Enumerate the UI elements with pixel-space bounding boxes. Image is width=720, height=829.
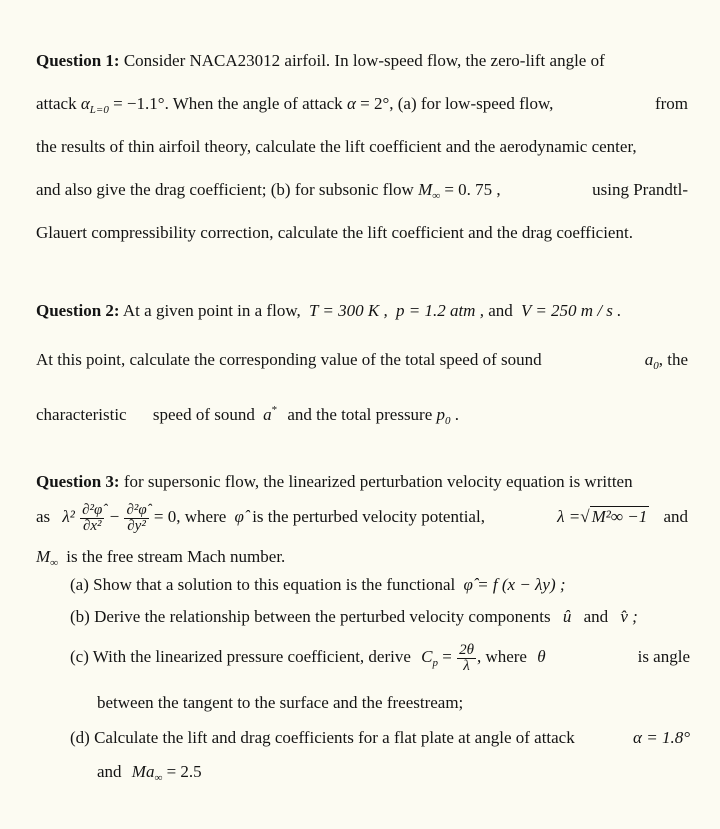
- q1-line-1: [36, 50, 688, 72]
- question-2-heading: Question 2:: [36, 301, 120, 320]
- q3-part-d: (d) Calculate the lift and drag coefficients for a flat plate at angle of attack α = 1.8°: [70, 728, 690, 747]
- q3-line-1: Question 3: for supersonic flow, the linearized perturbation velocity equation is written: [36, 472, 633, 491]
- q3-part-a: (a) Show that a solution to this equation is the functional φ̂ = f (x − λy) ;: [70, 575, 566, 594]
- question-1-heading: Question 1:: [36, 51, 120, 70]
- q3-part-c-continued: between the tangent to the surface and the freestream;: [97, 693, 464, 712]
- q3-part-c: (c) With the linearized pressure coefficient, derive $C_p$ = $\frac{2\theta}{\lambda}$ , where θ is angle: [70, 641, 690, 674]
- q2-line-2: At this point, calculate the corresponding value of the total speed of sound $a_0$, the: [36, 350, 688, 372]
- question-3-heading: Question 3:: [36, 472, 120, 491]
- q2-line-3: characteristic speed of sound a* and the total pressure $p_0$ .: [36, 404, 460, 427]
- d2phi-dx2-fraction: $\frac{\text{∂²φ̂}}{\text{∂x²}}$: [82, 501, 103, 534]
- q3-equation-line: as λ² $\frac{\text{∂²φ̂}}{\text{∂x²}}$ − $\frac{\text{∂²φ̂}}{\text{∂y²}}$ = 0, where φ̂ is the perturbed velocity potential, λ =√ M²∞ −1 and: [36, 501, 688, 534]
- q1-from-word: from: [654, 94, 688, 113]
- q1-line-4: and also give the drag coefficient; (b) for subsonic flow $M_\infty = 0$. 75 , using Prandtl-: [36, 180, 688, 202]
- q1-text: Consider NACA23012 airfoil. In low-speed flow, the zero-lift angle of: [123, 51, 605, 70]
- q3-part-d-continued: and $Ma_\infty = 2.5$: [97, 762, 202, 784]
- q2-line-1: Question 2: At a given point in a flow, T = 300 K , p = 1.2 atm , and V = 250 m / s .: [36, 301, 622, 320]
- q1-line-2: [36, 93, 688, 121]
- q3-line-3: $M_\infty$ is the free stream Mach number.: [36, 547, 286, 569]
- d2phi-dy2-fraction: $\frac{\text{∂²φ̂}}{\text{∂y²}}$: [126, 501, 147, 534]
- q1-line-5: Glauert compressibility correction, calculate the lift coefficient and the drag coefficient.: [36, 223, 633, 242]
- q3-part-b: (b) Derive the relationship between the perturbed velocity components û and v̂ ;: [70, 607, 638, 626]
- q1-attack-word: attack $\alpha_{L=0} = -1.1^\circ$. When the angle of attack α = 2°, (a) for low-speed flow,: [36, 94, 554, 116]
- cp-fraction: $\frac{2\theta}{\lambda}$: [459, 641, 474, 674]
- q1-line-3: the results of thin airfoil theory, calculate the lift coefficient and the aerodynamic center,: [36, 137, 637, 156]
